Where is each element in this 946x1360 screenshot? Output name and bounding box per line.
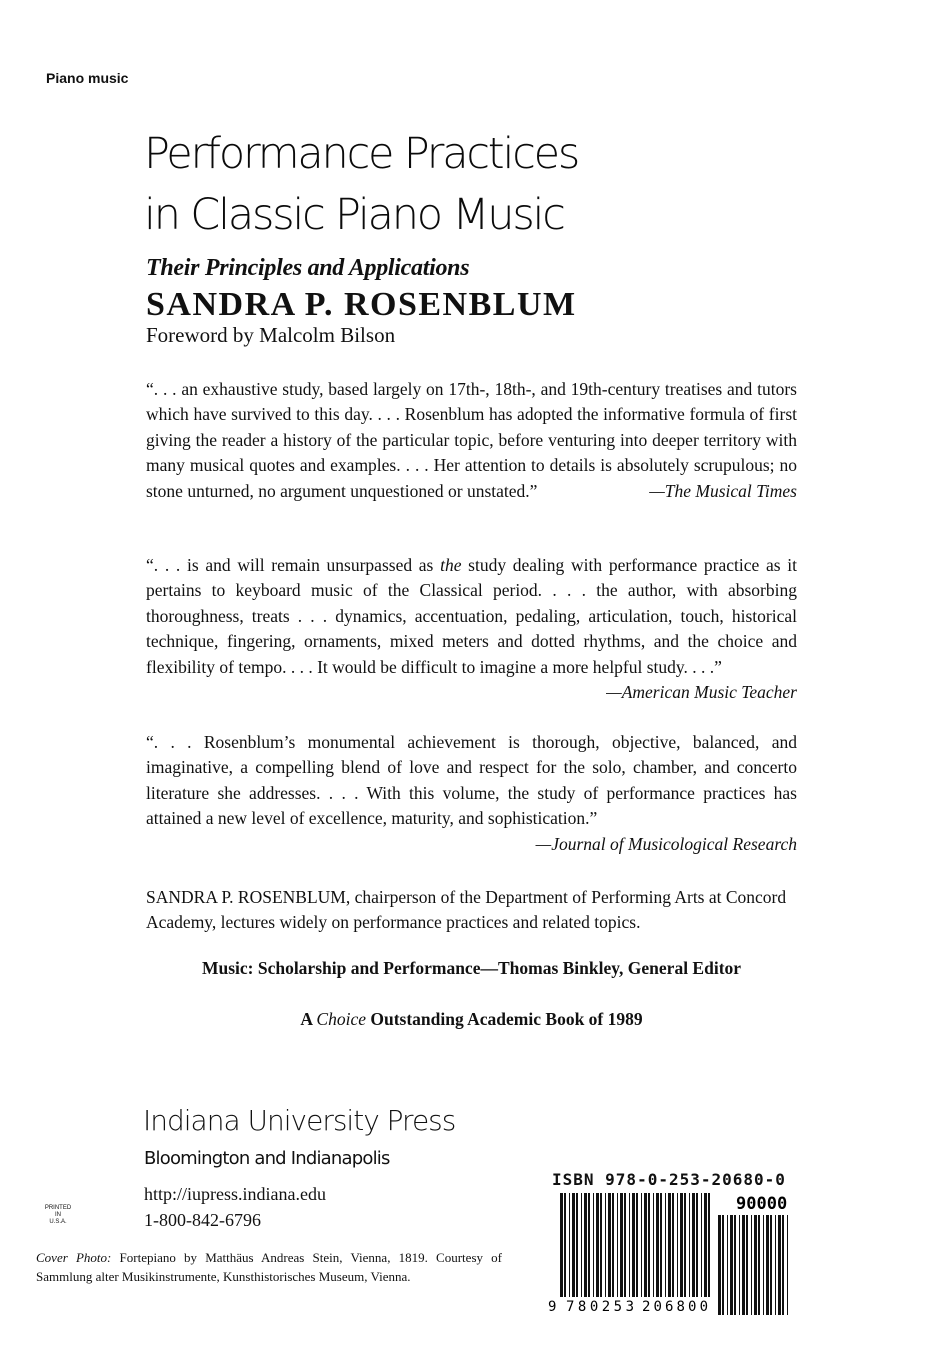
barcode-bar xyxy=(758,1215,760,1315)
quote-source: —American Music Teacher xyxy=(606,682,797,703)
barcode-bar xyxy=(648,1193,650,1297)
barcode-bar xyxy=(782,1215,784,1315)
stamp-line-3: U.S.A. xyxy=(49,1219,67,1225)
barcode-bar xyxy=(617,1193,618,1297)
barcode-bar xyxy=(708,1193,710,1297)
book-subtitle: Their Principles and Applications xyxy=(146,255,470,281)
quote-text: “. . . Rosenblum’s monumental achievement is thorough, objective, balanced, and imaginative, a compelling blend of love and respect for the solo, chamber, and concerto literature she addresses. . . . With this volume, the study of performance practices has attained a new level of excellence, maturity, and sophistication.” xyxy=(146,732,797,829)
price-code: 90000 xyxy=(736,1194,788,1214)
barcode-bar xyxy=(588,1193,590,1297)
barcode-bar xyxy=(680,1193,683,1297)
publisher-url[interactable]: http://iupress.indiana.edu xyxy=(144,1184,326,1204)
cover-photo-text: Fortepiano by Matthäus Andreas Stein, Vienna, 1819. Courtesy of Sammlung alter Musikinstrumente, Kunsthistorisches Museum, Vienna. xyxy=(36,1250,503,1284)
barcode-bar xyxy=(696,1193,698,1297)
barcode-bar xyxy=(692,1193,695,1297)
barcode-bar xyxy=(668,1193,671,1297)
quote-source: —The Musical Times xyxy=(649,480,797,501)
barcode-bar xyxy=(596,1193,599,1297)
cover-photo-label: Cover Photo: xyxy=(36,1250,112,1265)
barcode-bar xyxy=(576,1193,578,1297)
barcode-digits-right: 206800 xyxy=(642,1299,708,1315)
barcode-bar xyxy=(787,1215,788,1315)
barcode-bar xyxy=(704,1193,707,1297)
category-label: Piano music xyxy=(46,70,129,86)
barcode-bar xyxy=(770,1215,772,1315)
cover-photo-credit xyxy=(36,1248,502,1286)
quote-source: —Journal of Musicological Research xyxy=(535,833,797,854)
award-prefix: A xyxy=(300,1009,317,1029)
award-emphasis: Choice xyxy=(316,1009,366,1029)
quote-text: “. . . an exhaustive study, based largely on 17th-, 18th-, and 19th-century treatises and tutors which have survived to this day. . . . Rosenblum has adopted the informative formula of first giving the reader a history of the particular topic, before venturing into deeper territory with many musical quotes and examples. . . . Her attention to details is absolutely scrupulous; no stone unturned, no argument unquestioned or unstated.” xyxy=(146,379,797,501)
barcode-bar xyxy=(656,1193,659,1297)
barcode-bar xyxy=(560,1193,563,1297)
barcode-bar xyxy=(608,1193,611,1297)
barcode-bar xyxy=(727,1215,728,1315)
barcode-bar xyxy=(766,1215,769,1315)
title-line-2: in Classic Piano Music xyxy=(144,190,564,240)
barcode-bar xyxy=(775,1215,776,1315)
barcode-bar xyxy=(746,1215,748,1315)
main-barcode-bars xyxy=(560,1193,710,1297)
series-line: Music: Scholarship and Performance—Thomas Binkley, General Editor xyxy=(201,958,742,978)
barcode-bar xyxy=(584,1193,587,1297)
quote-text-cont: study dealing with performance practice as it pertains to keyboard music of the Classical period. . . . the author, with absorbing thoroughness, treats . . . dynamics, accentuation, pedaling, articulation, touch, historical technique, fingering, ornaments, mixed meters and dotted rhythms, and the choice and flexibility of tempo. . . . It would be difficult to imagine a more helpful study. . . .” xyxy=(146,555,798,677)
review-quote-3 xyxy=(146,730,797,857)
barcode-bar xyxy=(605,1193,606,1297)
barcode-bar xyxy=(620,1193,623,1297)
printed-in-usa-stamp xyxy=(28,1205,88,1226)
publisher-name: Indiana University Press xyxy=(143,1104,456,1137)
book-title xyxy=(144,124,578,246)
title-line-1: Performance Practices xyxy=(144,129,579,179)
barcode-bar xyxy=(754,1215,757,1315)
barcode-bar xyxy=(629,1193,630,1297)
barcode-bar xyxy=(644,1193,647,1297)
barcode-bar xyxy=(636,1193,638,1297)
barcode-bar xyxy=(653,1193,654,1297)
author-name: SANDRA P. ROSENBLUM xyxy=(146,286,577,323)
barcode-bar xyxy=(730,1215,733,1315)
author-bio: SANDRA P. ROSENBLUM, chairperson of the Department of Performing Arts at Concord Academy, lectures widely on performance practices and related topics. xyxy=(146,887,787,933)
barcode-bar xyxy=(684,1193,686,1297)
barcode-digits-middle: 780253 xyxy=(566,1299,634,1315)
barcode-bar xyxy=(763,1215,764,1315)
barcode-bar xyxy=(739,1215,740,1315)
barcode-bar xyxy=(660,1193,662,1297)
addon-barcode-bars xyxy=(718,1215,788,1315)
stamp-line-2: IN xyxy=(55,1212,61,1218)
barcode-bar xyxy=(742,1215,745,1315)
barcode-bar xyxy=(718,1215,721,1315)
barcode-bar xyxy=(665,1193,666,1297)
award-line xyxy=(146,1009,797,1030)
review-quote-1 xyxy=(146,377,797,504)
barcode-bar xyxy=(751,1215,752,1315)
barcode-bar xyxy=(600,1193,602,1297)
barcode-bar xyxy=(778,1215,781,1315)
publisher-city: Bloomington and Indianapolis xyxy=(144,1148,390,1169)
barcode-bar xyxy=(641,1193,642,1297)
award-suffix: Outstanding Academic Book of 1989 xyxy=(366,1009,643,1029)
barcode-bar xyxy=(701,1193,702,1297)
barcode-icon xyxy=(548,1193,794,1315)
barcode-bar xyxy=(677,1193,678,1297)
quote-text: “. . . is and will remain unsurpassed as xyxy=(146,555,441,575)
quote-emphasis: the xyxy=(440,555,462,575)
stamp-line-1: PRINTED xyxy=(44,1205,72,1211)
barcode-bar xyxy=(624,1193,626,1297)
barcode-bar xyxy=(672,1193,674,1297)
barcode-bar xyxy=(593,1193,594,1297)
barcode-bar xyxy=(734,1215,736,1315)
foreword-credit: Foreword by Malcolm Bilson xyxy=(146,323,396,347)
barcode-bar xyxy=(572,1193,575,1297)
review-quote-2 xyxy=(146,553,797,705)
publisher-phone: 1-800-842-6796 xyxy=(144,1210,261,1230)
barcode-bar xyxy=(581,1193,582,1297)
barcode-digit-left: 9 xyxy=(548,1299,557,1315)
barcode-bar xyxy=(569,1193,570,1297)
barcode-bar xyxy=(612,1193,614,1297)
barcode-bar xyxy=(564,1193,566,1297)
barcode-bar xyxy=(722,1215,724,1315)
barcode-bar xyxy=(689,1193,690,1297)
isbn-text: ISBN 978-0-253-20680-0 xyxy=(552,1170,786,1189)
barcode-bar xyxy=(632,1193,635,1297)
